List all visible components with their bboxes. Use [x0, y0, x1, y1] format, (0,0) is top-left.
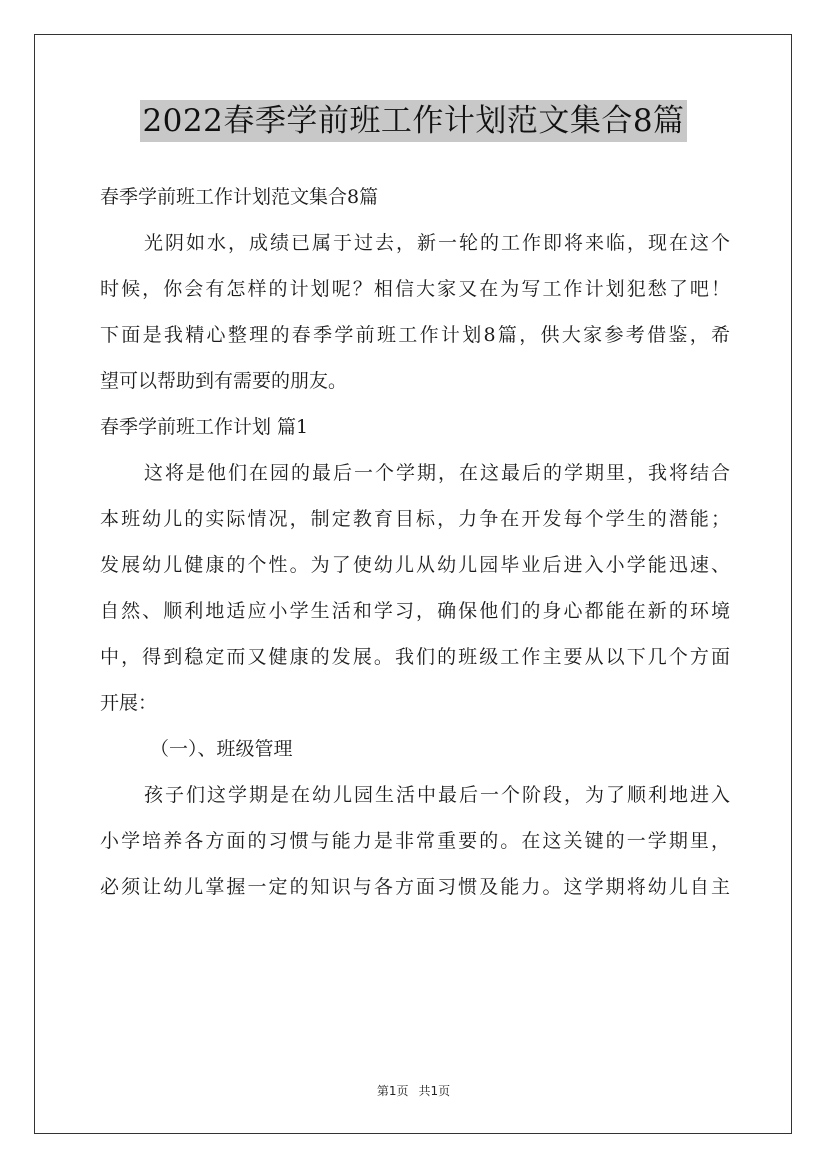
page-number: 第1页	[376, 1084, 409, 1098]
page-footer	[0, 1082, 827, 1099]
document-body	[100, 174, 730, 910]
paragraph-line: 望可以帮助到有需要的朋友。	[100, 370, 348, 392]
title-wrap	[0, 100, 827, 142]
paragraph-line: 发展幼儿健康的个性。为了使幼儿从幼儿园毕业后进入小学能迅速、	[100, 554, 730, 576]
paragraph-line: 光阴如水，成绩已属于过去，新一轮的工作即将来临，现在这个	[144, 232, 730, 254]
subsection-title: （一）、班级管理	[150, 738, 293, 760]
section-title: 春季学前班工作计划 篇1	[100, 416, 309, 438]
paragraph-line: 这将是他们在园的最后一个学期，在这最后的学期里，我将结合	[144, 462, 730, 484]
section-paragraph	[100, 450, 730, 726]
paragraph-line: 中，得到稳定而又健康的发展。我们的班级工作主要从以下几个方面	[100, 646, 730, 668]
paragraph-line: 孩子们这学期是在幼儿园生活中最后一个阶段，为了顺利地进入	[144, 784, 730, 806]
paragraph-line: 本班幼儿的实际情况，制定教育目标，力争在开发每个学生的潜能；	[100, 508, 730, 530]
paragraph-line: 必须让幼儿掌握一定的知识与各方面习惯及能力。这学期将幼儿自主	[100, 876, 730, 898]
page-total: 共1页	[418, 1084, 451, 1098]
document-subtitle: 春季学前班工作计划范文集合8篇	[100, 186, 379, 208]
paragraph-line: 自然、顺利地适应小学生活和学习，确保他们的身心都能在新的环境	[100, 600, 730, 622]
paragraph-line: 时候，你会有怎样的计划呢？相信大家又在为写工作计划犯愁了吧！	[100, 278, 730, 300]
intro-paragraph	[100, 220, 730, 404]
subsection-paragraph	[100, 772, 730, 910]
paragraph-line: 小学培养各方面的习惯与能力是非常重要的。在这关键的一学期里，	[100, 830, 730, 852]
paragraph-line: 开展：	[100, 692, 158, 714]
paragraph-line: 下面是我精心整理的春季学前班工作计划8篇，供大家参考借鉴，希	[100, 324, 730, 346]
document-title: 2022春季学前班工作计划范文集合8篇	[140, 100, 686, 142]
